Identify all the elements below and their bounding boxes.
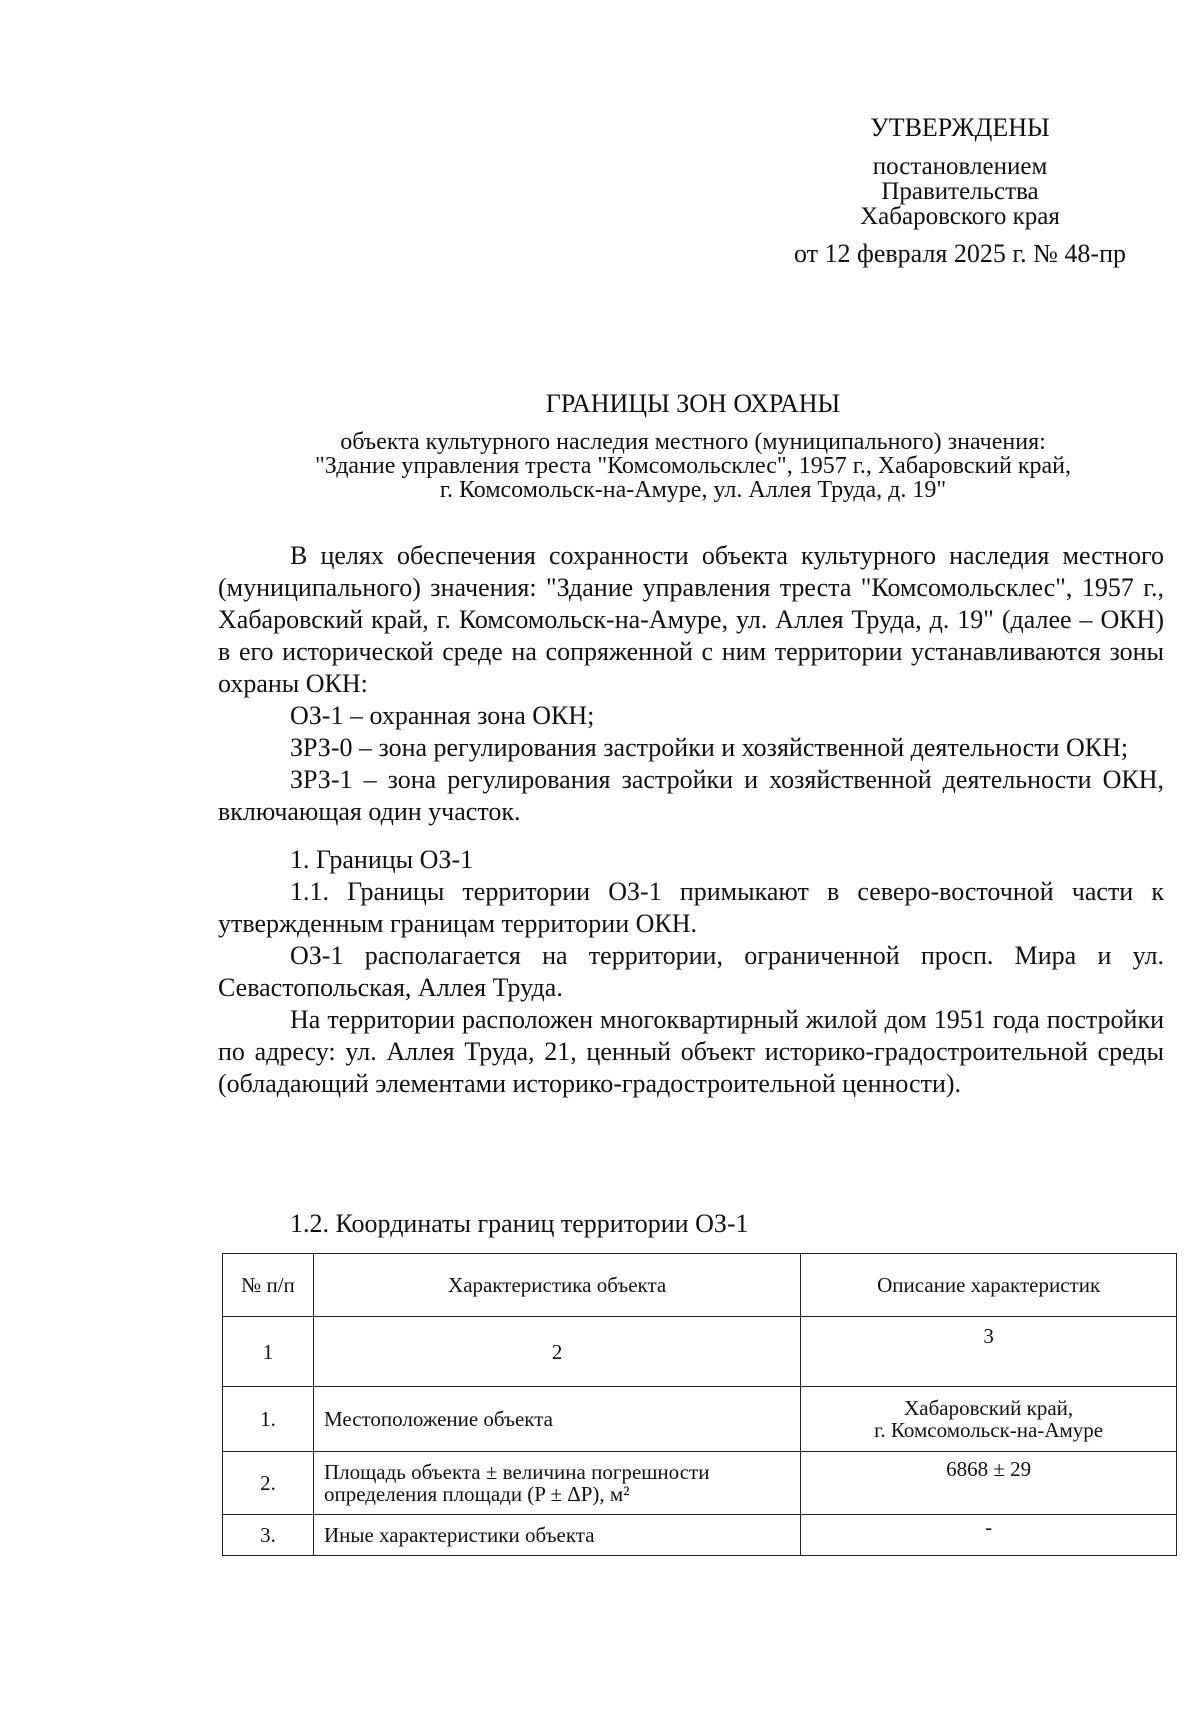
table-row [223,1452,1177,1515]
table-row [223,1387,1177,1452]
cell-line: Площадь объекта ± величина погрешности [323,1460,710,1484]
table-header-cell: Характеристика объекта [313,1254,800,1317]
table-cell: 2. [223,1452,314,1515]
approval-line: Хабаровского края [860,203,1060,230]
subtitle-line: г. Комсомольск-на-Амуре, ул. Аллея Труда, д. 19" [439,477,947,503]
intro-paragraph: В целях обеспечения сохранности объекта культурного наследия местного (муниципального) значения: "Здание управления треста "Комсомольсклес", 1957 г., Хабаровский край, г. Комсомольск-на-Амуре, ул. Аллея Труда, д. 19" (далее – ОКН) в его исторической среде на сопряженной с ним территории устанавливаются зоны охраны ОКН: [218,541,1164,698]
section-paragraph: 1.1. Границы территории ОЗ-1 примыкают в северо-восточной части к утвержденным границам территории ОКН. [218,877,1164,938]
section-heading: 1. Границы ОЗ-1 [290,845,474,874]
table-number-row [223,1317,1177,1387]
table-cell: 2 [313,1317,800,1387]
table-header-row [223,1254,1177,1317]
table-cell [313,1452,800,1515]
table-cell: - [801,1515,1177,1556]
cell-line: определения площади (P ± ΔP), м² [323,1482,630,1506]
zone-item: ЗРЗ-0 – зона регулирования застройки и хозяйственной деятельности ОКН; [290,733,1129,762]
subtitle-line: объекта культурного наследия местного (муниципального) значения: [340,429,1046,455]
approval-date-number: от 12 февраля 2025 г. № 48-пр [794,239,1126,268]
table-cell: 6868 ± 29 [801,1452,1177,1515]
approval-line: Правительства [881,178,1039,205]
table-header-cell: № п/п [223,1254,314,1317]
approval-line: постановлением [872,153,1048,180]
title-subtitle [218,430,1168,502]
table-row [223,1515,1177,1556]
table-header-cell: Описание характеристик [801,1254,1177,1317]
document-body [218,540,1164,1100]
section-paragraph: ОЗ-1 располагается на территории, ограниченной просп. Мира и ул. Севастопольская, Аллея Труда. [218,941,1164,1002]
cell-line: Хабаровский край, [904,1396,1074,1420]
section-paragraph: На территории расположен многоквартирный жилой дом 1951 года постройки по адресу: ул. Аллея Труда, 21, ценный объект историко-градостроительной среды (обладающий элементами историко-градостроительной ценности). [218,1005,1164,1098]
table-cell: Местоположение объекта [313,1387,800,1452]
zone-item: ОЗ-1 – охранная зона ОКН; [290,701,595,730]
table-cell: 1 [223,1317,314,1387]
characteristics-table [222,1253,1177,1556]
table-cell: 1. [223,1387,314,1452]
table-cell [801,1387,1177,1452]
title-main: ГРАНИЦЫ ЗОН ОХРАНЫ [545,389,841,418]
zone-item: ЗРЗ-1 – зона регулирования застройки и хозяйственной деятельности ОКН, включающая один участок. [218,765,1164,826]
subtitle-line: "Здание управления треста "Комсомольсклес", 1957 г., Хабаровский край, [314,453,1072,479]
table-cell: 3. [223,1515,314,1556]
table-cell: 3 [801,1317,1177,1387]
cell-line: г. Комсомольск-на-Амуре [874,1418,1104,1442]
approval-heading: УТВЕРЖДЕНЫ [870,113,1050,142]
table-caption: 1.2. Координаты границ территории ОЗ-1 [290,1209,749,1238]
table-cell: Иные характеристики объекта [313,1515,800,1556]
